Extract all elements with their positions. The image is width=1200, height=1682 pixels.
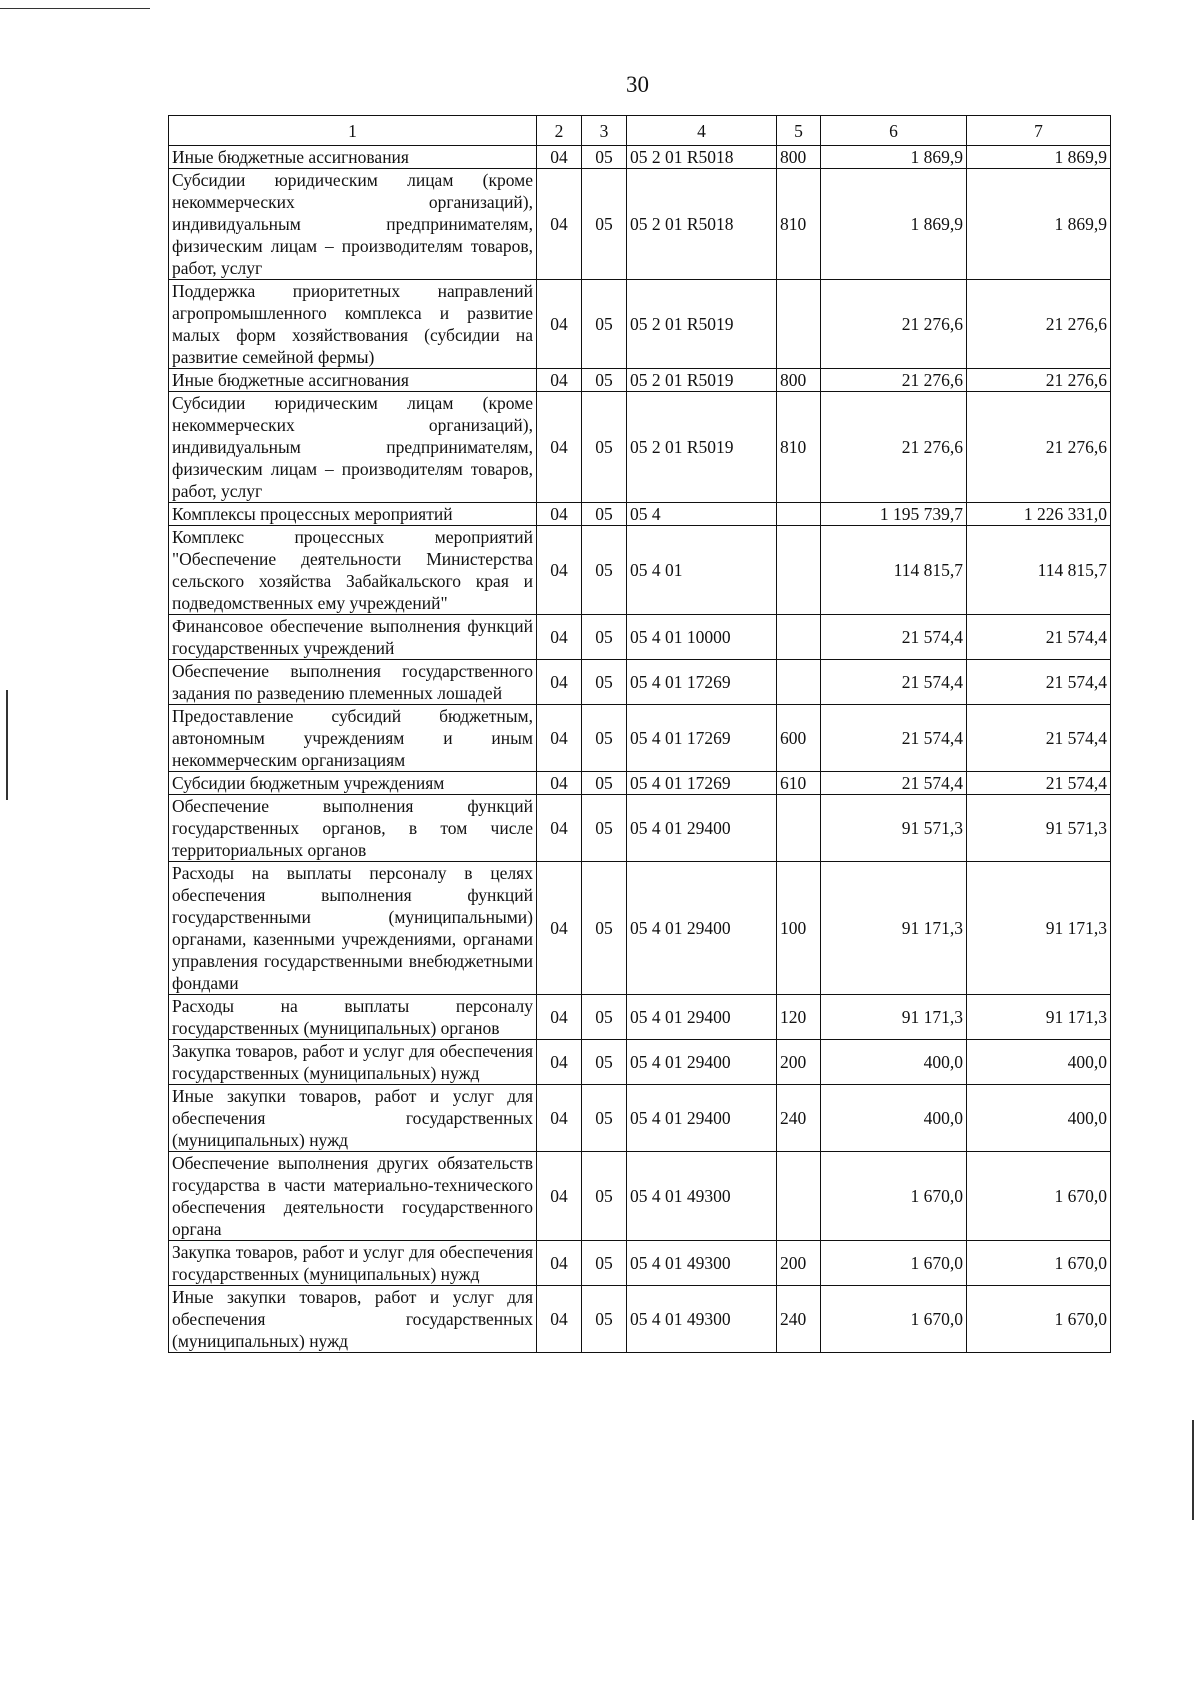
row-name-cell: Иные закупки товаров, работ и услуг для обеспечения государственных (муниципальных) нужд: [169, 1085, 537, 1152]
row-target-article-cell: 05 4 01 29400: [627, 795, 777, 862]
row-name-cell: Закупка товаров, работ и услуг для обеспечения государственных (муниципальных) нужд: [169, 1241, 537, 1286]
row-section-cell: 04: [537, 795, 582, 862]
row-amount-col7-cell: 91 571,3: [967, 795, 1111, 862]
header-col-6: 6: [821, 116, 967, 146]
row-target-article-cell: 05 4 01 29400: [627, 1040, 777, 1085]
row-amount-col7-cell: 1 869,9: [967, 146, 1111, 169]
row-amount-col6-cell: 21 574,4: [821, 772, 967, 795]
row-amount-col6-cell: 21 574,4: [821, 660, 967, 705]
table-row: [169, 280, 1111, 369]
row-section-cell: 04: [537, 772, 582, 795]
row-name-cell: Обеспечение выполнения государственного задания по разведению племенных лошадей: [169, 660, 537, 705]
row-section-cell: 04: [537, 862, 582, 995]
row-name-cell: Иные бюджетные ассигнования: [169, 369, 537, 392]
row-section-cell: 04: [537, 369, 582, 392]
page-number: 30: [626, 72, 649, 97]
row-amount-col7-cell: 400,0: [967, 1085, 1111, 1152]
row-expense-type-cell: 600: [777, 705, 821, 772]
row-subsection-cell: 05: [582, 795, 627, 862]
row-target-article-cell: 05 4 01 17269: [627, 660, 777, 705]
row-expense-type-cell: [777, 503, 821, 526]
row-amount-col6-cell: 91 171,3: [821, 995, 967, 1040]
row-subsection-cell: 05: [582, 705, 627, 772]
row-section-cell: 04: [537, 1286, 582, 1353]
row-subsection-cell: 05: [582, 503, 627, 526]
row-target-article-cell: 05 2 01 R5019: [627, 369, 777, 392]
row-amount-col6-cell: 21 574,4: [821, 615, 967, 660]
table-row: [169, 795, 1111, 862]
header-col-3: 3: [582, 116, 627, 146]
row-amount-col7-cell: 21 574,4: [967, 615, 1111, 660]
row-expense-type-cell: 610: [777, 772, 821, 795]
row-amount-col6-cell: 1 869,9: [821, 169, 967, 280]
row-amount-col7-cell: 400,0: [967, 1040, 1111, 1085]
row-target-article-cell: 05 4 01 49300: [627, 1286, 777, 1353]
row-section-cell: 04: [537, 503, 582, 526]
table-row: [169, 1241, 1111, 1286]
row-expense-type-cell: [777, 795, 821, 862]
row-amount-col6-cell: 21 276,6: [821, 392, 967, 503]
row-subsection-cell: 05: [582, 1040, 627, 1085]
row-target-article-cell: 05 4 01 29400: [627, 862, 777, 995]
row-amount-col7-cell: 21 574,4: [967, 705, 1111, 772]
row-expense-type-cell: 200: [777, 1241, 821, 1286]
scan-top-line: [0, 8, 150, 9]
header-col-2: 2: [537, 116, 582, 146]
row-section-cell: 04: [537, 705, 582, 772]
row-subsection-cell: 05: [582, 392, 627, 503]
row-expense-type-cell: [777, 526, 821, 615]
row-name-cell: Комплекс процессных мероприятий "Обеспечение деятельности Министерства сельского хозяйства Забайкальского края и подведомственных ему учреждений": [169, 526, 537, 615]
row-expense-type-cell: [777, 280, 821, 369]
row-name-cell: Предоставление субсидий бюджетным, автономным учреждениям и иным некоммерческим организациям: [169, 705, 537, 772]
row-amount-col7-cell: 21 276,6: [967, 392, 1111, 503]
row-target-article-cell: 05 4: [627, 503, 777, 526]
row-target-article-cell: 05 2 01 R5018: [627, 146, 777, 169]
row-expense-type-cell: 200: [777, 1040, 821, 1085]
row-amount-col6-cell: 1 670,0: [821, 1286, 967, 1353]
table-row: [169, 862, 1111, 995]
row-amount-col7-cell: 1 670,0: [967, 1241, 1111, 1286]
row-subsection-cell: 05: [582, 1152, 627, 1241]
table-body: [169, 146, 1111, 1353]
row-amount-col7-cell: 1 670,0: [967, 1286, 1111, 1353]
row-name-cell: Обеспечение выполнения функций государственных органов, в том числе территориальных органов: [169, 795, 537, 862]
row-amount-col6-cell: 91 571,3: [821, 795, 967, 862]
row-amount-col7-cell: 114 815,7: [967, 526, 1111, 615]
table-row: [169, 146, 1111, 169]
row-subsection-cell: 05: [582, 862, 627, 995]
row-amount-col6-cell: 21 276,6: [821, 369, 967, 392]
row-section-cell: 04: [537, 1152, 582, 1241]
row-target-article-cell: 05 4 01: [627, 526, 777, 615]
table-row: [169, 1152, 1111, 1241]
table-row: [169, 705, 1111, 772]
row-expense-type-cell: 810: [777, 169, 821, 280]
header-col-5: 5: [777, 116, 821, 146]
row-section-cell: 04: [537, 169, 582, 280]
row-name-cell: Иные закупки товаров, работ и услуг для обеспечения государственных (муниципальных) нужд: [169, 1286, 537, 1353]
table-row: [169, 772, 1111, 795]
row-section-cell: 04: [537, 1085, 582, 1152]
row-name-cell: Расходы на выплаты персоналу в целях обеспечения выполнения функций государственными (муниципальными) органами, казенными учреждениями, органами управления государственными внебюджетными фондами: [169, 862, 537, 995]
row-subsection-cell: 05: [582, 280, 627, 369]
header-row: [169, 116, 1111, 146]
row-amount-col6-cell: 1 670,0: [821, 1241, 967, 1286]
row-expense-type-cell: 240: [777, 1085, 821, 1152]
row-amount-col6-cell: 114 815,7: [821, 526, 967, 615]
row-amount-col7-cell: 21 276,6: [967, 280, 1111, 369]
row-section-cell: 04: [537, 526, 582, 615]
row-amount-col7-cell: 21 574,4: [967, 772, 1111, 795]
row-target-article-cell: 05 4 01 17269: [627, 705, 777, 772]
scan-edge-mark-right: [1192, 1420, 1194, 1520]
row-target-article-cell: 05 4 01 10000: [627, 615, 777, 660]
row-name-cell: Расходы на выплаты персоналу государственных (муниципальных) органов: [169, 995, 537, 1040]
row-name-cell: Обеспечение выполнения других обязательств государства в части материально-технического обеспечения деятельности государственного органа: [169, 1152, 537, 1241]
table-row: [169, 615, 1111, 660]
row-amount-col6-cell: 91 171,3: [821, 862, 967, 995]
row-subsection-cell: 05: [582, 660, 627, 705]
row-subsection-cell: 05: [582, 1085, 627, 1152]
row-target-article-cell: 05 2 01 R5019: [627, 392, 777, 503]
header-col-7: 7: [967, 116, 1111, 146]
row-expense-type-cell: [777, 1152, 821, 1241]
row-subsection-cell: 05: [582, 146, 627, 169]
table-row: [169, 392, 1111, 503]
row-subsection-cell: 05: [582, 772, 627, 795]
row-amount-col6-cell: 400,0: [821, 1085, 967, 1152]
row-amount-col6-cell: 1 670,0: [821, 1152, 967, 1241]
row-amount-col6-cell: 1 195 739,7: [821, 503, 967, 526]
row-target-article-cell: 05 4 01 49300: [627, 1241, 777, 1286]
table-row: [169, 503, 1111, 526]
row-amount-col6-cell: 400,0: [821, 1040, 967, 1085]
row-amount-col7-cell: 1 869,9: [967, 169, 1111, 280]
row-section-cell: 04: [537, 392, 582, 503]
row-target-article-cell: 05 4 01 49300: [627, 1152, 777, 1241]
row-expense-type-cell: 120: [777, 995, 821, 1040]
row-section-cell: 04: [537, 280, 582, 369]
row-expense-type-cell: 810: [777, 392, 821, 503]
row-section-cell: 04: [537, 1241, 582, 1286]
row-name-cell: Закупка товаров, работ и услуг для обеспечения государственных (муниципальных) нужд: [169, 1040, 537, 1085]
row-expense-type-cell: [777, 615, 821, 660]
row-name-cell: Субсидии бюджетным учреждениям: [169, 772, 537, 795]
row-subsection-cell: 05: [582, 1241, 627, 1286]
row-amount-col7-cell: 91 171,3: [967, 995, 1111, 1040]
row-amount-col6-cell: 1 869,9: [821, 146, 967, 169]
scan-edge-mark-left: [6, 690, 8, 800]
row-amount-col7-cell: 1 226 331,0: [967, 503, 1111, 526]
row-section-cell: 04: [537, 660, 582, 705]
table-row: [169, 1040, 1111, 1085]
row-target-article-cell: 05 2 01 R5019: [627, 280, 777, 369]
row-target-article-cell: 05 4 01 17269: [627, 772, 777, 795]
row-amount-col7-cell: 21 276,6: [967, 369, 1111, 392]
table-row: [169, 995, 1111, 1040]
row-subsection-cell: 05: [582, 526, 627, 615]
row-amount-col6-cell: 21 276,6: [821, 280, 967, 369]
row-expense-type-cell: 100: [777, 862, 821, 995]
row-subsection-cell: 05: [582, 169, 627, 280]
row-expense-type-cell: 800: [777, 146, 821, 169]
table-header: [169, 116, 1111, 146]
row-section-cell: 04: [537, 146, 582, 169]
row-name-cell: Субсидии юридическим лицам (кроме некоммерческих организаций), индивидуальным предпринимателям, физическим лицам – производителям товаров, работ, услуг: [169, 392, 537, 503]
row-name-cell: Поддержка приоритетных направлений агропромышленного комплекса и развитие малых форм хозяйствования (субсидии на развитие семейной фермы): [169, 280, 537, 369]
table-row: [169, 169, 1111, 280]
row-amount-col7-cell: 21 574,4: [967, 660, 1111, 705]
row-expense-type-cell: 240: [777, 1286, 821, 1353]
row-expense-type-cell: 800: [777, 369, 821, 392]
row-amount-col7-cell: 91 171,3: [967, 862, 1111, 995]
row-target-article-cell: 05 2 01 R5018: [627, 169, 777, 280]
row-subsection-cell: 05: [582, 1286, 627, 1353]
table-row: [169, 526, 1111, 615]
row-section-cell: 04: [537, 1040, 582, 1085]
row-section-cell: 04: [537, 995, 582, 1040]
row-expense-type-cell: [777, 660, 821, 705]
row-name-cell: Комплексы процессных мероприятий: [169, 503, 537, 526]
row-subsection-cell: 05: [582, 615, 627, 660]
row-amount-col7-cell: 1 670,0: [967, 1152, 1111, 1241]
row-target-article-cell: 05 4 01 29400: [627, 995, 777, 1040]
row-target-article-cell: 05 4 01 29400: [627, 1085, 777, 1152]
row-name-cell: Субсидии юридическим лицам (кроме некоммерческих организаций), индивидуальным предпринимателям, физическим лицам – производителям товаров, работ, услуг: [169, 169, 537, 280]
header-col-4: 4: [627, 116, 777, 146]
row-amount-col6-cell: 21 574,4: [821, 705, 967, 772]
table-row: [169, 369, 1111, 392]
table-row: [169, 660, 1111, 705]
row-name-cell: Иные бюджетные ассигнования: [169, 146, 537, 169]
row-name-cell: Финансовое обеспечение выполнения функций государственных учреждений: [169, 615, 537, 660]
header-col-1: 1: [169, 116, 537, 146]
row-subsection-cell: 05: [582, 995, 627, 1040]
table-row: [169, 1085, 1111, 1152]
row-subsection-cell: 05: [582, 369, 627, 392]
row-section-cell: 04: [537, 615, 582, 660]
table-row: [169, 1286, 1111, 1353]
budget-table: [168, 115, 1111, 1353]
